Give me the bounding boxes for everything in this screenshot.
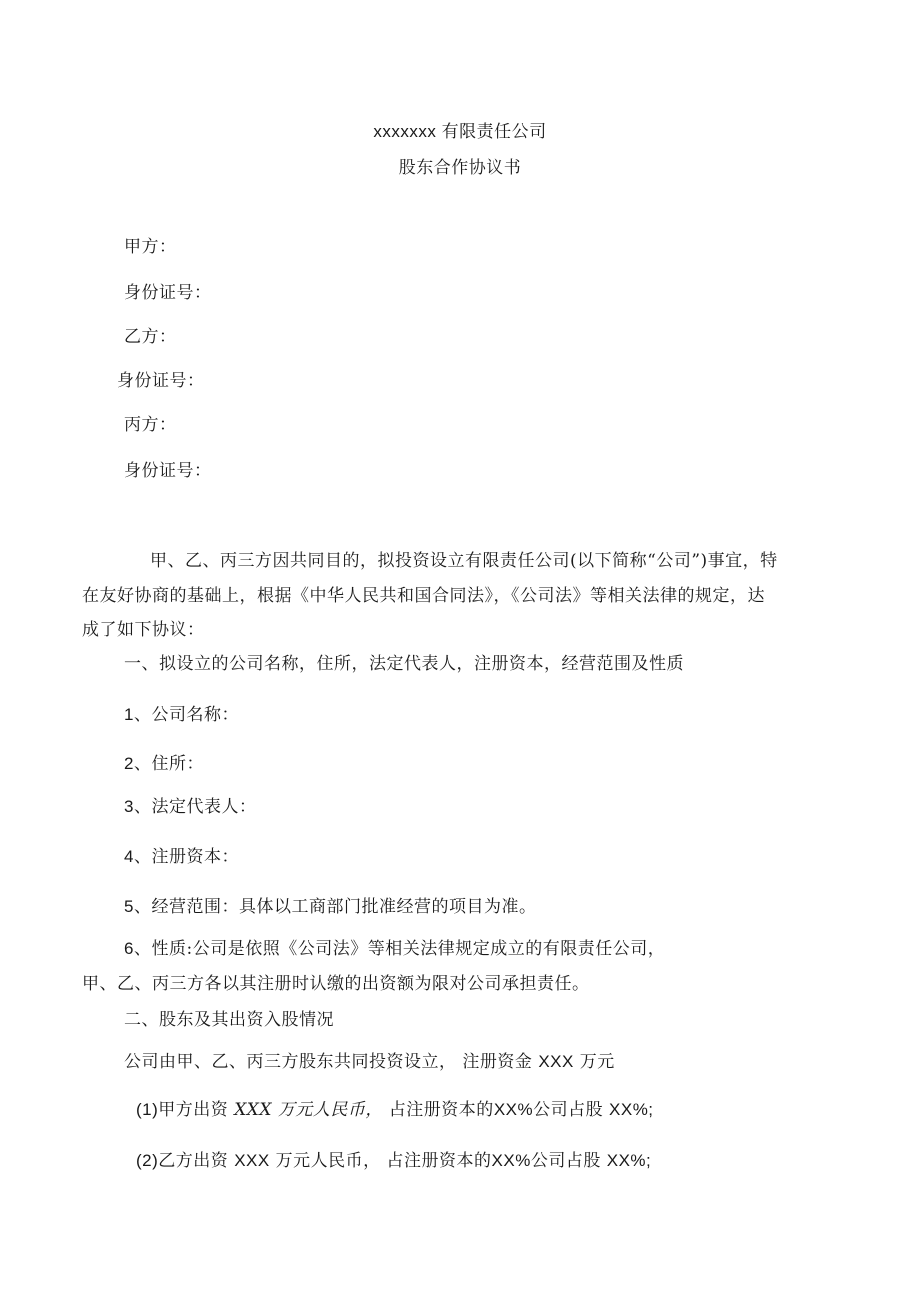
contribution-equity-percent: XX%; [606,1151,652,1170]
item-text: 、注册资本： [133,847,239,867]
contribution-number: (1) [136,1100,159,1119]
contribution-row [136,1150,651,1172]
section-1-item-4 [124,846,239,868]
section-1-heading: 一、拟设立的公司名称，住所，法定代表人，注册资本，经营范围及性质 [124,654,684,674]
contribution-party: 甲方出资 [158,1100,229,1120]
item-number: 2 [124,754,134,773]
preamble-line-3: 成了如下协议： [82,620,205,640]
item-text: 、公司名称： [133,705,239,725]
item-number: 1 [124,705,134,724]
party-b-id-label: 身份证号： [117,371,205,391]
item-text: 、性质:公司是依照《公司法》等相关法律规定成立的有限责任公司， [133,939,666,959]
preamble-line-1: 甲、乙、丙三方因共同目的，拟投资设立有限责任公司(以下简称“公司”)事宜，特 [150,551,778,571]
party-c-label: 丙方： [124,415,177,435]
item-text: 、住所： [133,754,204,774]
item-number: 3 [124,797,134,816]
contribution-unit: 万元人民币， [275,1151,381,1171]
section-2-heading: 二、股东及其出资入股情况 [124,1010,334,1030]
preamble-line-2: 在友好协商的基础上，根据《中华人民共和国合同法》，《公司法》等相关法律的规定，达 [82,586,765,606]
contribution-share-label: 占注册资本的 [388,1100,494,1120]
section-1-item-6-continuation: 甲、乙、丙三方各以其注册时认缴的出资额为限对公司承担责任。 [82,974,590,994]
contribution-amount: XXX [234,1151,270,1170]
company-title [0,121,920,143]
section-1-item-1 [124,704,239,726]
intro-text: 公司由甲、乙、丙三方股东共同投资设立， [124,1052,457,1072]
intro-capital-unit: 万元 [579,1052,615,1072]
item-number: 6 [124,939,134,958]
contribution-unit: 万元人民币， [277,1100,383,1120]
contribution-equity-label: 公司占股 [530,1151,601,1171]
contribution-percent: XX% [493,1100,534,1119]
contribution-party: 乙方出资 [158,1151,229,1171]
contribution-number: (2) [136,1151,159,1170]
party-c-id-label: 身份证号： [124,461,212,481]
section-1-item-2 [124,753,204,775]
contribution-amount: XXX [234,1100,272,1120]
section-1-item-3 [124,796,256,818]
party-a-label: 甲方： [124,237,177,257]
item-number: 5 [124,897,134,916]
party-b-label: 乙方： [124,327,177,347]
item-number: 4 [124,847,134,866]
section-1-item-5 [124,896,536,918]
item-text: 、法定代表人： [133,797,257,817]
contribution-row [136,1099,654,1121]
contribution-equity-label: 公司占股 [533,1100,604,1120]
intro-capital-label: 注册资金 [462,1052,533,1072]
intro-capital-amount: XXX [538,1052,574,1071]
document-title: 股东合作协议书 [398,158,522,178]
item-text: 、经营范围：具体以工商部门批准经营的项目为准。 [133,897,537,917]
section-1-item-6 [124,938,665,960]
company-title-text: xxxxxxx 有限责任公司 [373,122,547,141]
party-a-id-label: 身份证号： [124,283,212,303]
contribution-equity-percent: XX%; [609,1100,654,1119]
contribution-percent: XX% [491,1151,531,1170]
section-2-intro [124,1051,615,1073]
contribution-share-label: 占注册资本的 [386,1151,492,1171]
